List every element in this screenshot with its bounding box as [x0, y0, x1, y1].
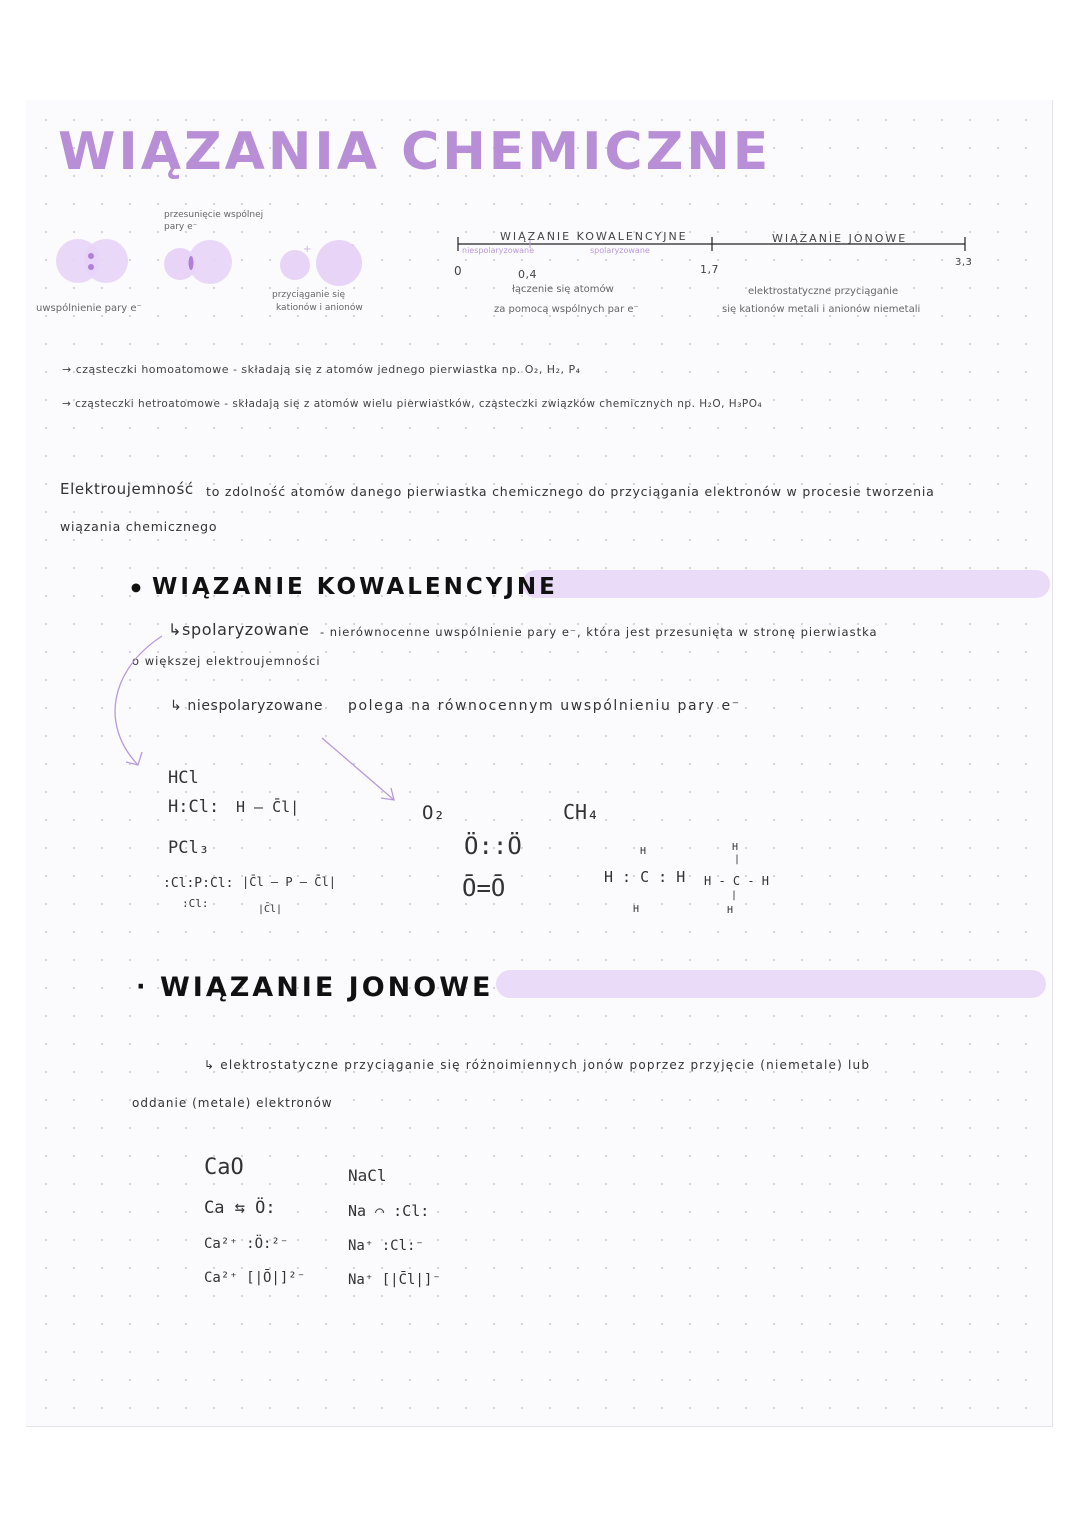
ch4-lines-mid: H - C - H [704, 874, 770, 888]
attraction-caption-line1: przyciąganie się [272, 290, 345, 300]
ion-attraction-diagram [280, 240, 362, 286]
ionic-heading: WIĄZANIE JONOWE [160, 972, 494, 1003]
nacl-step-1: Na ⌒ :Cl: [348, 1202, 430, 1220]
ch4-lines-top-bond: | [734, 854, 741, 865]
covalent-highlight [522, 570, 1050, 598]
covalent-bullet: • [128, 574, 147, 603]
ch4-lines-bottom-bond: | [731, 890, 738, 901]
page-title: WIĄZANIA CHEMICZNE [58, 122, 772, 182]
scale-tick-0: 0 [454, 264, 463, 278]
shared-pair-caption: uwspólnienie pary e⁻ [36, 303, 142, 314]
hcl-lines: H ‒ C̄l| [236, 798, 300, 816]
polar-desc: - nierównocenne uwspólnienie pary e⁻, która jest przesunięta w stronę pierwiastka [320, 625, 878, 639]
heteroatomic-line: → cząsteczki hetroatomowe - składają się z atomów wielu pierwiastków, cząsteczki związków chemicznych np. H₂O, H₃PO₄ [62, 398, 763, 410]
covalent-heading: WIĄZANIE KOWALENCYJNE [152, 574, 558, 600]
pcl3-dots: :Cl:P:Cl: [163, 876, 234, 891]
polar-term: ↳spolaryzowane [168, 620, 310, 639]
ionic-bullet: · [136, 972, 149, 1001]
scale-ionic-label: WIĄZANIE JONOWE [772, 232, 908, 245]
nacl-step-3: Na⁺ [|C̄l|]⁻ [348, 1272, 441, 1288]
covalent-desc-line2: za pomocą wspólnych par e⁻ [494, 304, 639, 315]
shared-pair-diagram [56, 239, 128, 283]
pcl3-lines: |C̄l ‒ P ‒ C̄l| [242, 875, 336, 889]
pcl3-lines-below: |C̄l| [258, 904, 283, 915]
pcl3-label: PCl₃ [168, 838, 209, 858]
cao-step-3: Ca²⁺ [|Ō|]²⁻ [204, 1270, 306, 1286]
nonpolar-term: ↳ niespolaryzowane [170, 698, 324, 714]
ionic-desc-line2: się kationów metali i anionów niemetali [722, 304, 921, 315]
o2-lines: Ō=Ō [462, 874, 506, 902]
plus-sign: + [303, 244, 312, 255]
ch4-label: CH₄ [563, 800, 600, 824]
scale-tick-33: 3,3 [955, 257, 973, 268]
scale-nonpolar-sublabel: niespolaryzowane [462, 246, 535, 255]
shifted-pair-diagram [164, 240, 232, 284]
shifted-caption-line1: przesunięcie wspólnej [164, 210, 264, 220]
minus-sign: - [351, 240, 355, 251]
cao-step-2: Ca²⁺ :Ö:²⁻ [204, 1236, 289, 1252]
o2-dots: Ö::Ö [464, 832, 522, 860]
homoatomic-line: → cząsteczki homoatomowe - składają się z atomów jednego pierwiastka np. O₂, H₂, P₄ [62, 363, 581, 376]
pcl3-dots-below: :Cl: [182, 897, 209, 910]
electronegativity-term: Elektroujemność [60, 480, 194, 498]
hcl-label: HCl [168, 768, 199, 788]
ch4-dots-top-h: H [640, 846, 647, 857]
ch4-lines-top-h: H [732, 842, 739, 853]
scale-tick-17: 1,7 [700, 263, 719, 276]
electronegativity-definition-cont: wiązania chemicznego [60, 519, 218, 534]
annotation-arrows [100, 630, 420, 810]
nonpolar-desc: polega na równocennym uwspólnieniu pary e⁻ [348, 698, 741, 714]
polar-desc-cont: o większej elektroujemności [132, 654, 321, 668]
ch4-dots-bottom-h: H [633, 904, 640, 915]
ionic-desc-cont: oddanie (metale) elektronów [132, 1096, 333, 1110]
attraction-caption-line2: kationów i anionów [276, 303, 363, 313]
ch4-lines-bottom-h: H [727, 905, 734, 916]
covalent-desc-line1: łączenie się atomów [512, 284, 614, 295]
o2-label: O₂ [422, 802, 445, 824]
cao-label: CaO [204, 1155, 244, 1180]
shifted-caption-line2: pary e⁻ [164, 222, 198, 232]
nacl-label: NaCl [348, 1166, 387, 1185]
ionic-desc-line1: elektrostatyczne przyciąganie [748, 286, 899, 297]
hcl-dots: H:Cl: [168, 797, 220, 817]
scale-covalent-label: WIĄZANIE KOWALENCYJNE [500, 230, 688, 243]
ch4-dots-mid: H : C : H [604, 868, 686, 886]
electronegativity-definition: to zdolność atomów danego pierwiastka chemicznego do przyciągania elektronów w procesie tworzenia [206, 484, 935, 499]
ionic-desc: ↳ elektrostatyczne przyciąganie się różnoimiennych jonów poprzez przyjęcie (niemetale) lub [204, 1058, 871, 1072]
ionic-highlight [496, 970, 1046, 998]
nacl-step-2: Na⁺ :Cl:⁻ [348, 1238, 424, 1254]
cao-step-1: Ca ⇆ Ö: [204, 1198, 276, 1218]
scale-tick-04: 0,4 [518, 268, 537, 281]
scale-polar-sublabel: spolaryzowane [590, 246, 650, 255]
